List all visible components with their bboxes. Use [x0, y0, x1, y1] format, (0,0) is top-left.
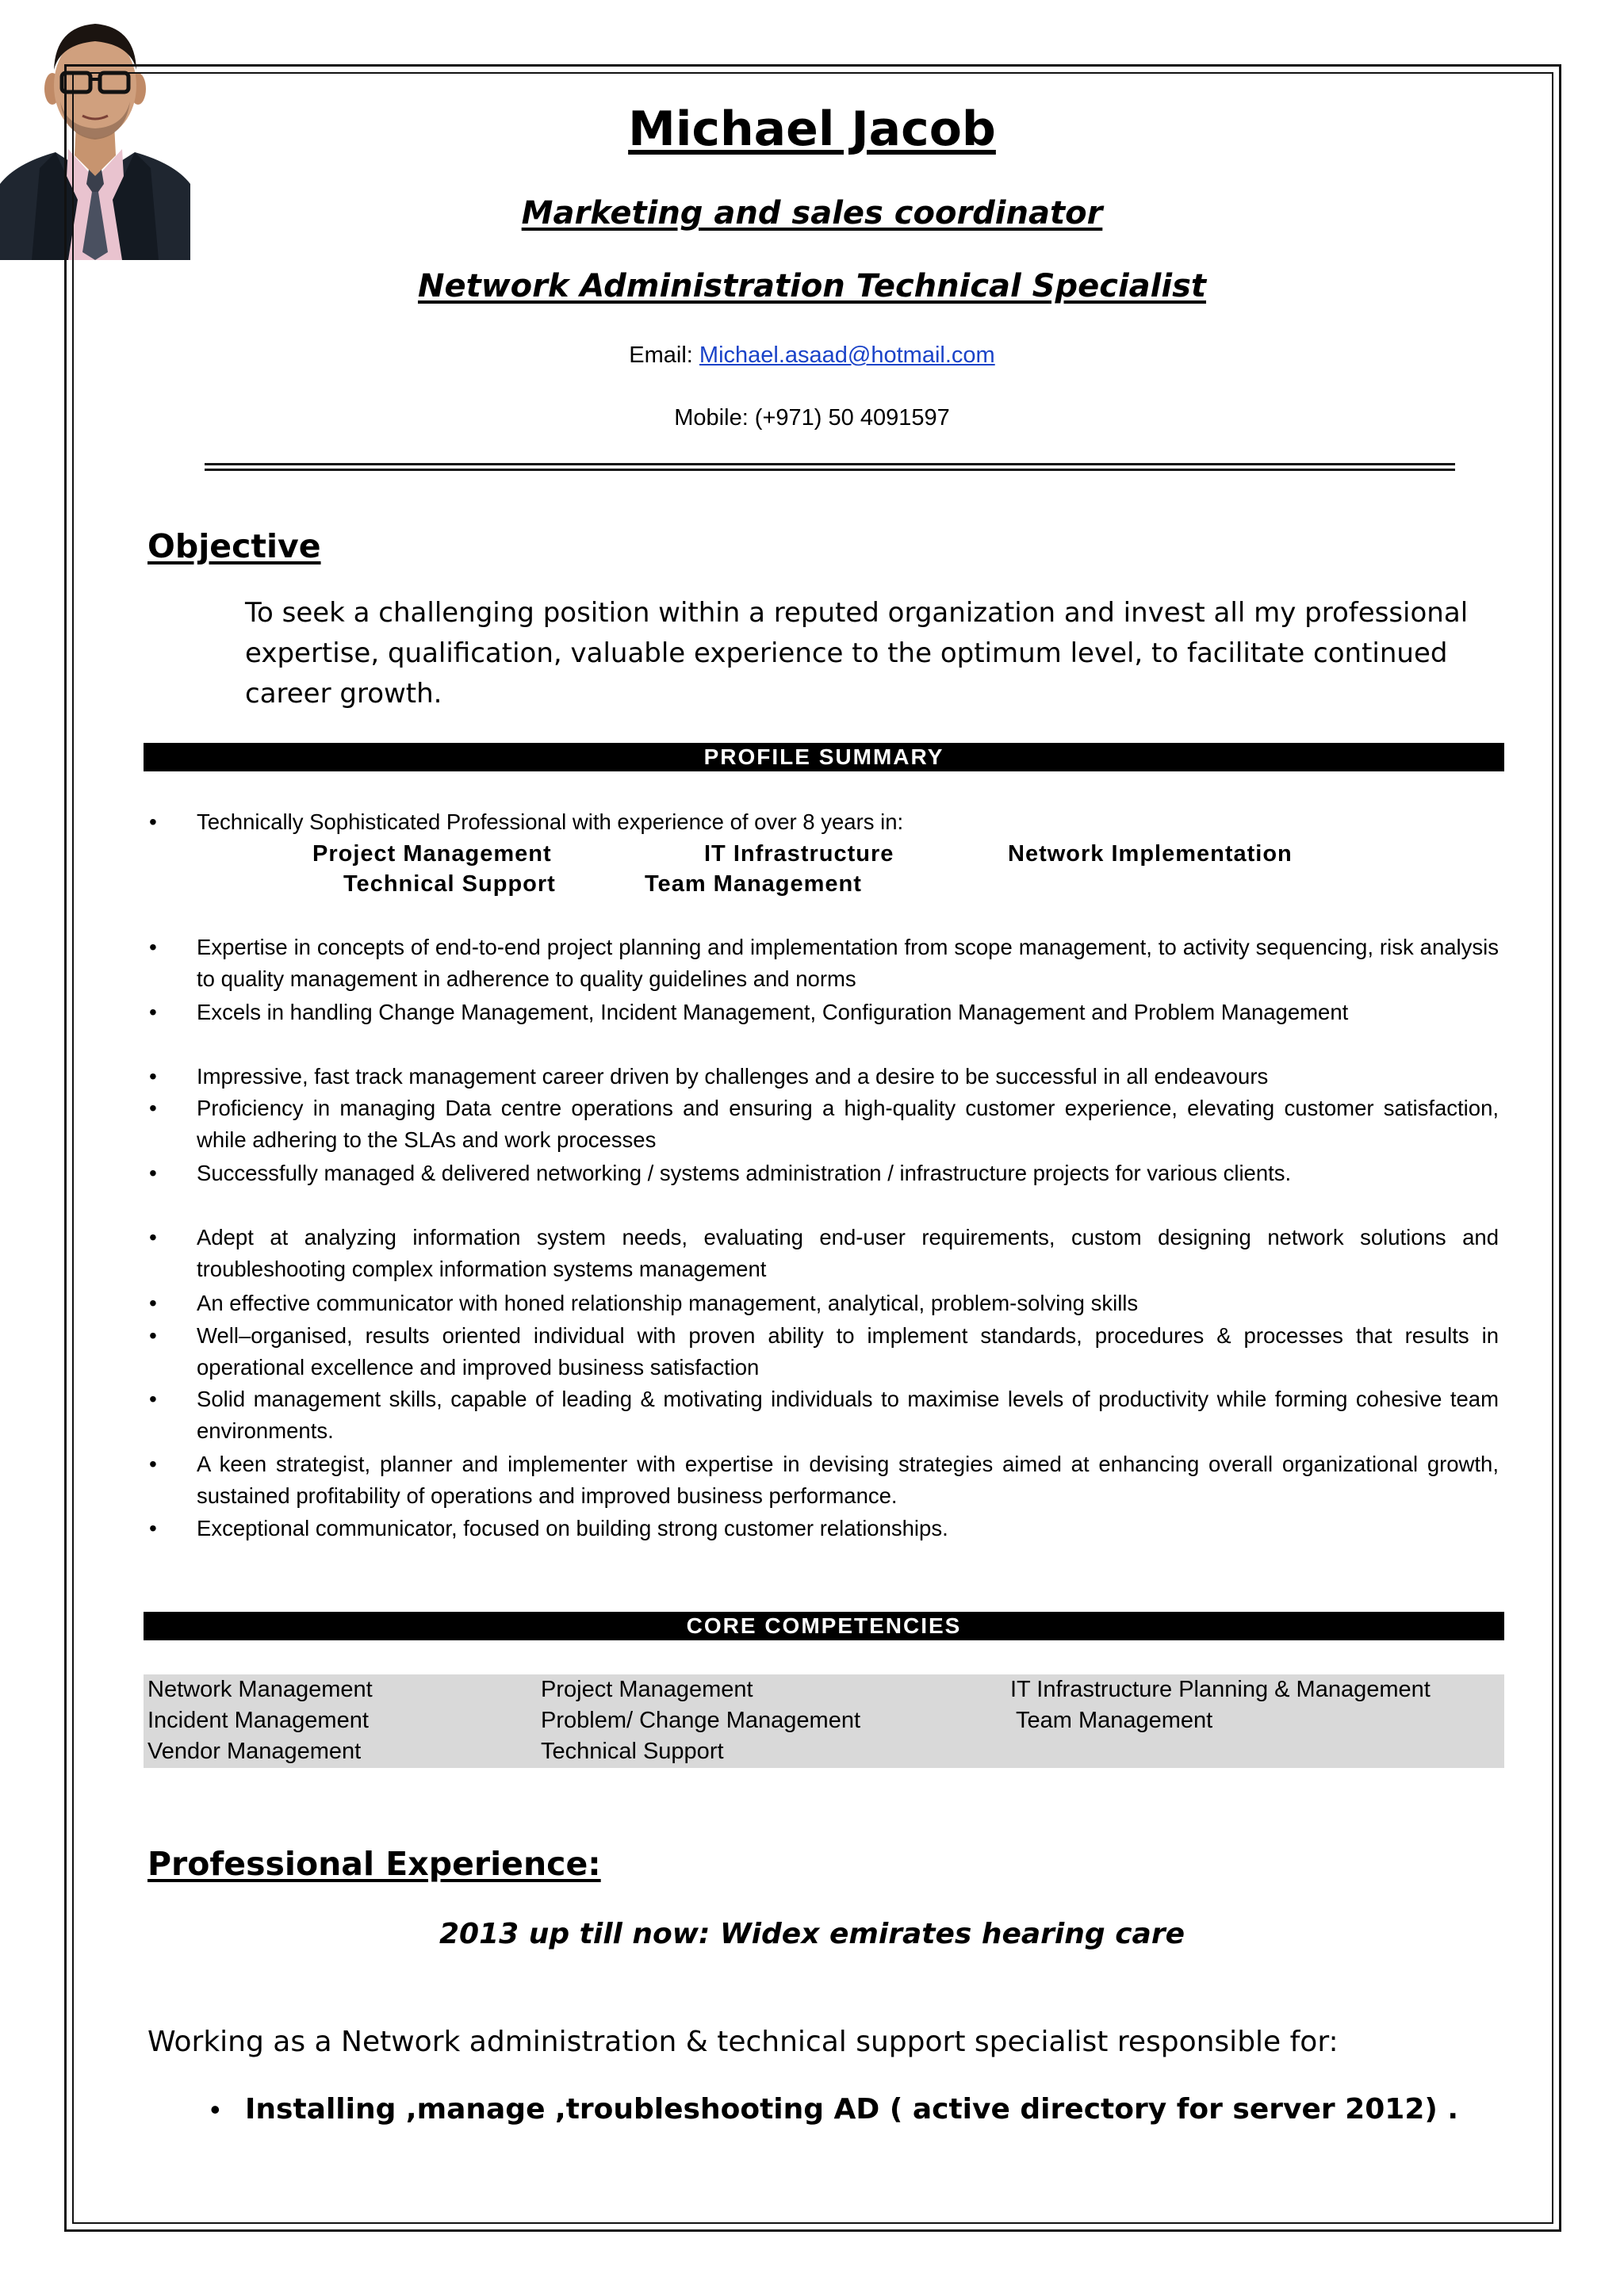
profile-summary-heading: PROFILE SUMMARY	[144, 743, 1504, 771]
header-divider-bottom	[205, 469, 1455, 471]
job-entry: 2013 up till now: Widex emirates hearing care	[439, 1918, 1185, 1950]
bullet-icon: •	[149, 809, 157, 834]
bullet-icon: •	[149, 1291, 157, 1315]
job-title-primary: Marketing and sales coordinator	[521, 195, 1103, 232]
area-project-management: Project Management	[312, 841, 552, 867]
email-label: Email:	[629, 342, 699, 368]
bullet-icon: •	[149, 1096, 157, 1120]
summary-item: Solid management skills, capable of leading & motivating individuals to maximise levels of productivity while forming cohesive team environments.	[197, 1387, 1499, 1443]
job-title-secondary: Network Administration Technical Specialist	[417, 268, 1207, 304]
bullet-icon: •	[149, 1323, 157, 1348]
competency-cell: IT Infrastructure Planning & Management	[1010, 1677, 1431, 1702]
mobile-number: Mobile: (+971) 50 4091597	[674, 405, 950, 430]
objective-text: To seek a challenging position within a reputed organization and invest all my professional expertise, qualification, valuable experience to the optimum level, to facilitate continued career growth.	[245, 597, 1469, 710]
summary-item: A keen strategist, planner and implementer with expertise in devising strategies aimed at enhancing overall organizational growth, sustained profitability of operations and improved business performance.	[197, 1452, 1499, 1508]
competencies-table	[144, 1674, 1504, 1768]
email-line	[0, 342, 1624, 369]
competency-cell: Project Management	[541, 1677, 753, 1702]
job-description: Working as a Network administration & technical support specialist responsible for:	[147, 2026, 1339, 2058]
summary-item: An effective communicator with honed relationship management, analytical, problem-solving skills	[197, 1291, 1139, 1315]
bullet-icon: •	[149, 1387, 157, 1411]
objective-heading: Objective	[147, 527, 321, 565]
profile-intro: Technically Sophisticated Professional with experience of over 8 years in:	[197, 809, 904, 834]
candidate-name: Michael Jacob	[628, 101, 996, 157]
header-divider-top	[205, 463, 1455, 465]
duty-item: Installing ,manage ,troubleshooting AD ( active directory for server 2012) .	[245, 2093, 1459, 2126]
summary-item: Impressive, fast track management career driven by challenges and a desire to be successful in all endeavours	[197, 1064, 1269, 1089]
area-it-infrastructure: IT Infrastructure	[704, 841, 894, 867]
bullet-icon: •	[149, 1000, 157, 1024]
summary-item: Successfully managed & delivered networking / systems administration / infrastructure projects for various clients.	[197, 1161, 1292, 1185]
competency-cell: Incident Management	[147, 1708, 369, 1733]
competency-cell: Team Management	[1016, 1708, 1213, 1733]
bullet-icon: •	[149, 1452, 157, 1476]
experience-heading: Professional Experience:	[147, 1845, 601, 1883]
summary-item: Excels in handling Change Management, Incident Management, Configuration Management and Problem Management	[197, 1000, 1349, 1024]
summary-item: Well–organised, results oriented individual with proven ability to implement standards, procedures & processes that results in operational excellence and improved business satisfaction	[197, 1323, 1499, 1380]
bullet-icon: •	[149, 1516, 157, 1540]
competency-cell: Vendor Management	[147, 1739, 362, 1764]
bullet-icon: •	[149, 1161, 157, 1185]
core-competencies-heading: CORE COMPETENCIES	[144, 1612, 1504, 1640]
competency-cell: Network Management	[147, 1677, 373, 1702]
bullet-icon: •	[210, 2093, 220, 2126]
area-network-implementation: Network Implementation	[1008, 841, 1293, 867]
area-team-management: Team Management	[645, 871, 862, 897]
competency-cell: Technical Support	[541, 1739, 724, 1764]
area-technical-support: Technical Support	[343, 871, 556, 897]
summary-item: Expertise in concepts of end-to-end project planning and implementation from scope management, to activity sequencing, risk analysis to quality management in adherence to quality guidelines and norms	[197, 935, 1499, 991]
email-link[interactable]: Michael.asaad@hotmail.com	[699, 342, 995, 368]
bullet-icon: •	[149, 1064, 157, 1089]
bullet-icon: •	[149, 935, 157, 959]
competency-cell: Problem/ Change Management	[541, 1708, 861, 1733]
summary-item: Adept at analyzing information system needs, evaluating end-user requirements, custom designing network solutions and troubleshooting complex information systems management	[197, 1225, 1499, 1281]
summary-item: Exceptional communicator, focused on building strong customer relationships.	[197, 1516, 948, 1540]
bullet-icon: •	[149, 1225, 157, 1249]
summary-item: Proficiency in managing Data centre operations and ensuring a high-quality customer experience, elevating customer satisfaction, while adhering to the SLAs and work processes	[197, 1096, 1499, 1152]
